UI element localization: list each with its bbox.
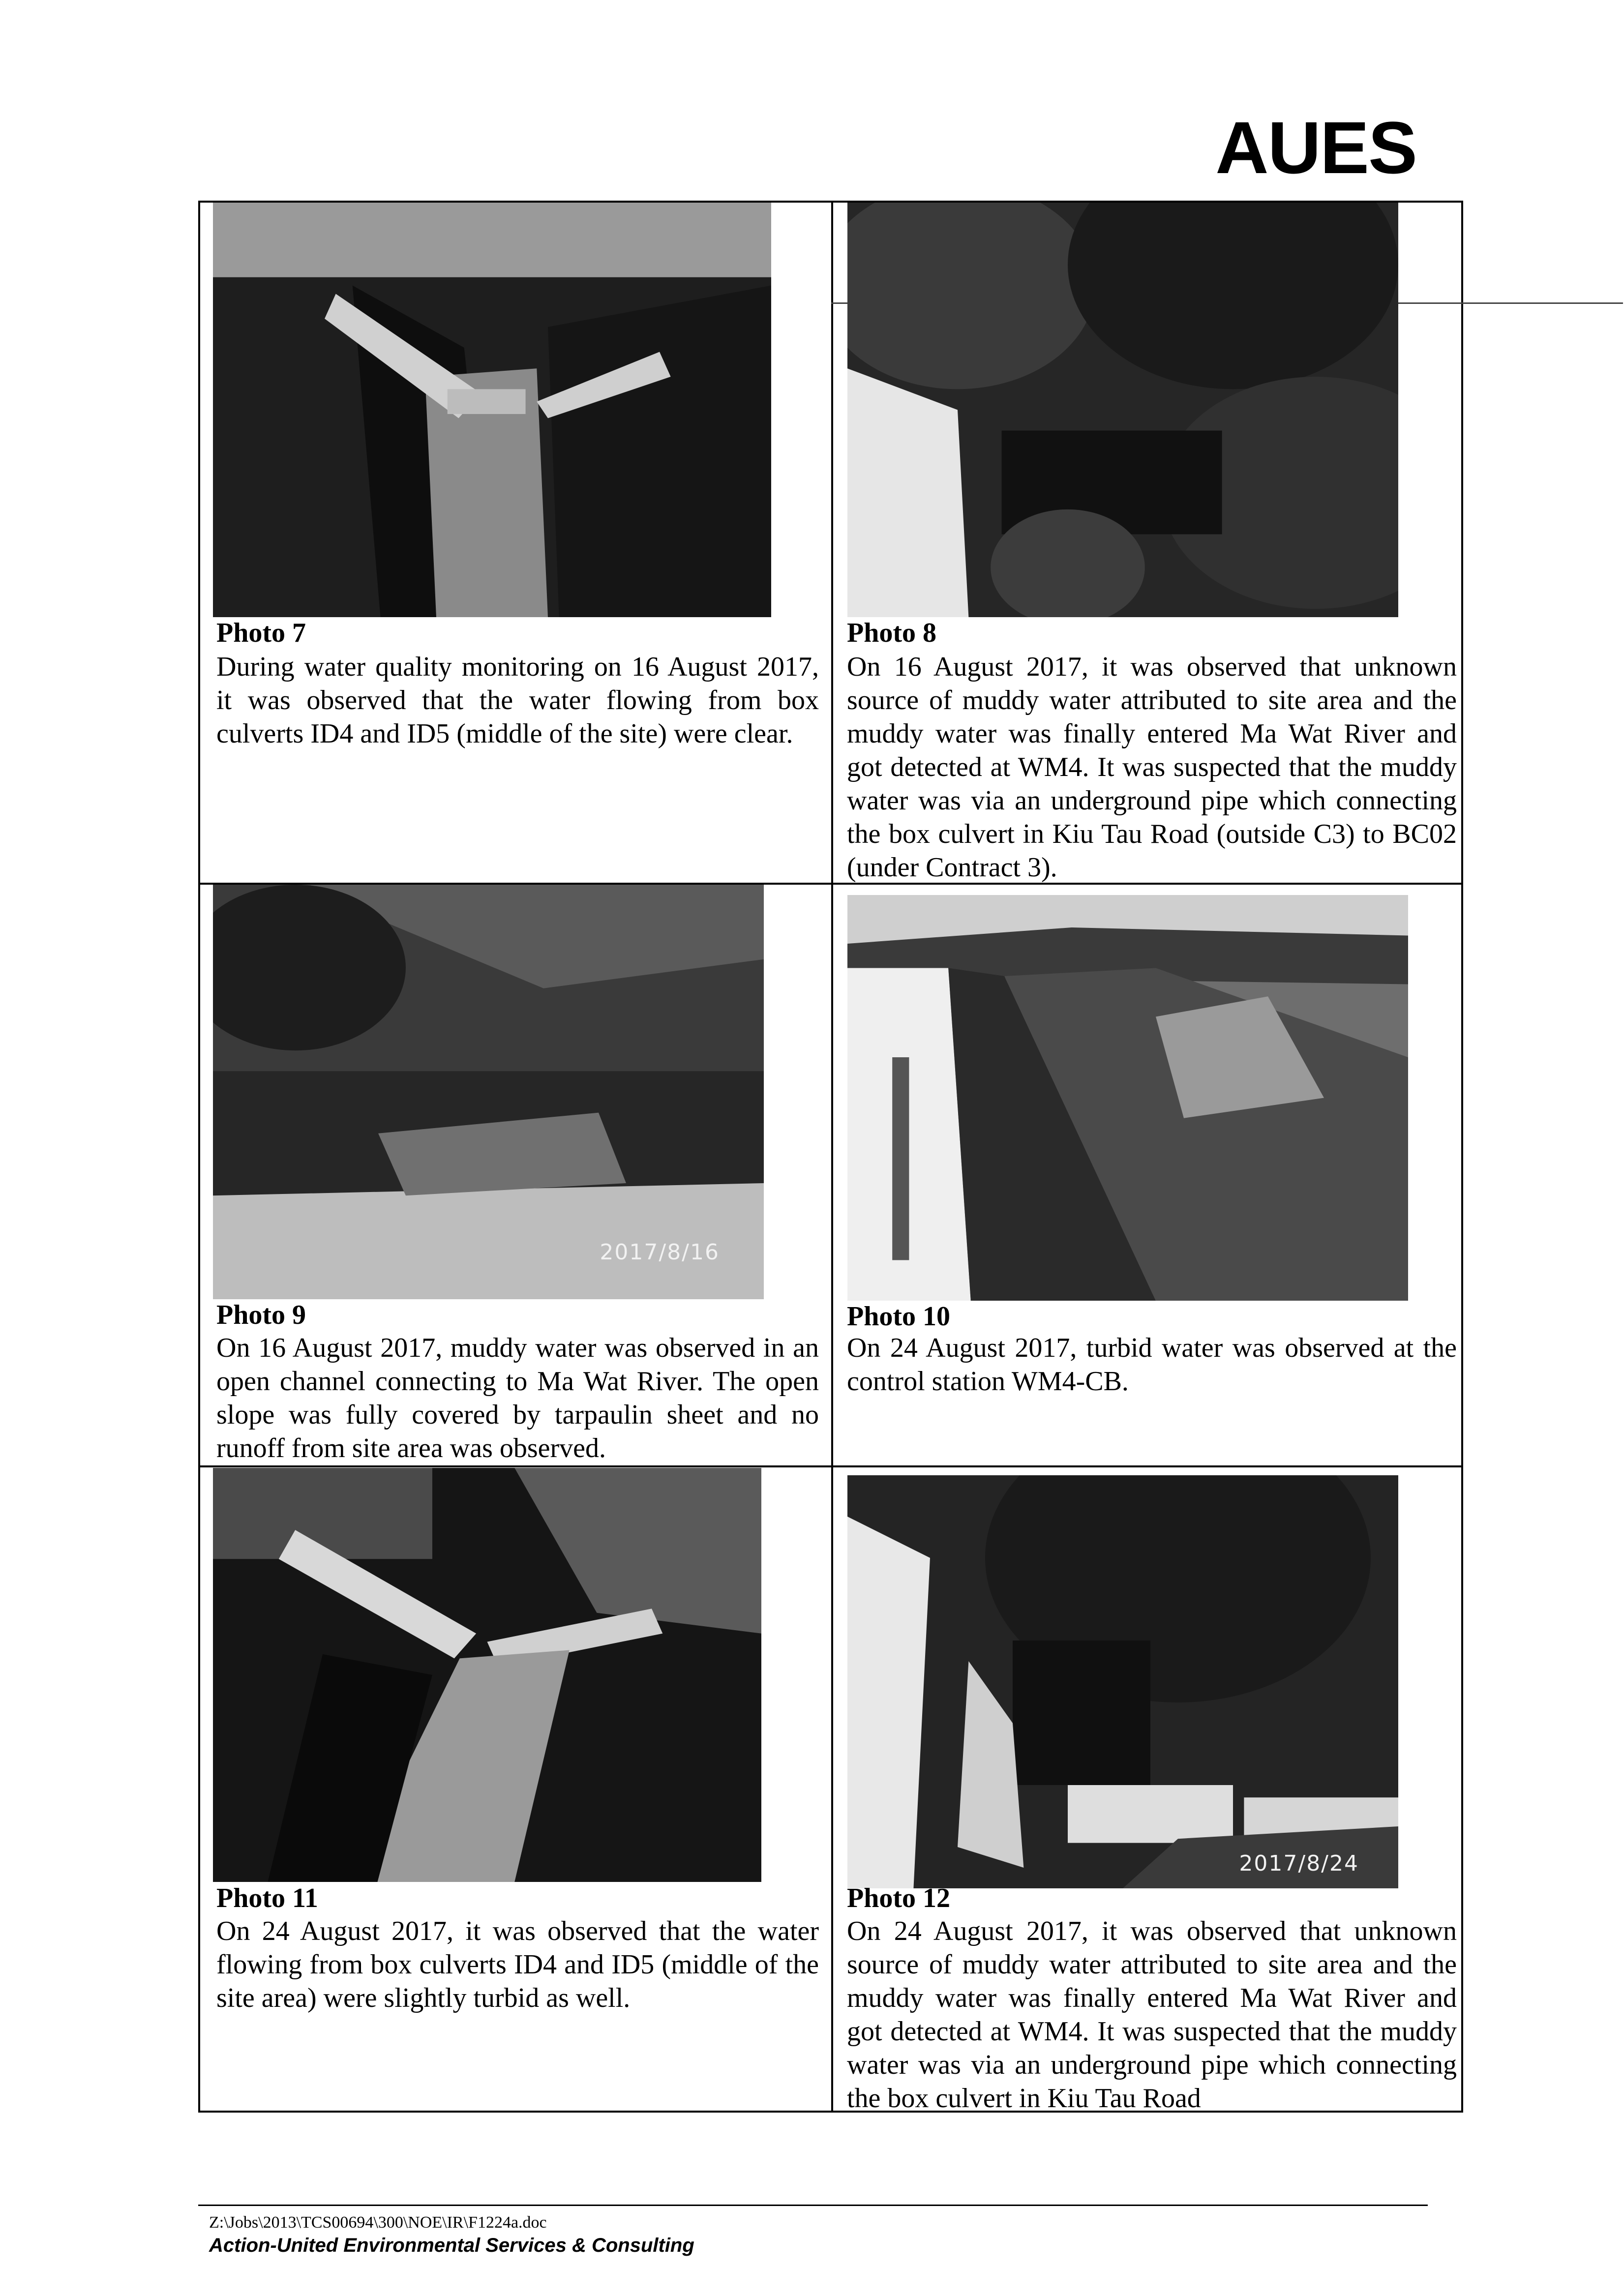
photo-9-title: Photo 9 <box>216 1300 306 1330</box>
photo-9-caption: On 16 August 2017, muddy water was observed in an open channel connecting to Ma Wat River. The open slope was fully covered by tarpaulin sheet and no runoff from site area was observed. <box>216 1333 819 1463</box>
table-column-divider <box>831 201 833 2113</box>
company-logo: AUES <box>1215 106 1416 189</box>
photo-8-caption: On 16 August 2017, it was observed that unknown source of muddy water attributed to site area and the muddy water was finally entered Ma Wat River and got detected at WM4. It was suspected that the muddy water was via an underground pipe which connecting the box culvert in Kiu Tau Road (outside C3) to BC02 (under Contract 3). <box>847 652 1457 883</box>
photo-9-image <box>213 885 764 1299</box>
photo-10-image <box>847 895 1408 1301</box>
photo-12-caption: On 24 August 2017, it was observed that unknown source of muddy water attributed to site area and the muddy water was finally entered Ma Wat River and got detected at WM4. It was suspected that the muddy water was via an underground pipe which connecting the box culvert in Kiu Tau Road <box>847 1916 1457 2114</box>
photo-10-title: Photo 10 <box>847 1301 950 1332</box>
footer-company-name: Action-United Environmental Services & Consulting <box>209 2235 694 2256</box>
photo-11-title: Photo 11 <box>216 1883 318 1913</box>
photo-8-image <box>847 203 1398 617</box>
photo-9-date-stamp: 2017/8/16 <box>600 1240 720 1265</box>
photo-11-caption: On 24 August 2017, it was observed that the water flowing from box culverts ID4 and ID5 (middle of the site area) were slightly turbid as well. <box>216 1916 819 2013</box>
photo-7-caption: During water quality monitoring on 16 August 2017, it was observed that the water flowing from box culverts ID4 and ID5 (middle of the site) were clear. <box>216 652 819 749</box>
photo-7-image <box>213 203 771 617</box>
photo-11-image <box>213 1468 761 1882</box>
photo-8-title: Photo 8 <box>847 618 936 648</box>
table-row-divider <box>198 1465 1463 1467</box>
photo-12-date-stamp: 2017/8/24 <box>1239 1851 1359 1876</box>
photo-12-image <box>847 1475 1398 1888</box>
photo-12-title: Photo 12 <box>847 1883 950 1913</box>
photo-7-title: Photo 7 <box>216 618 306 648</box>
footer-file-path: Z:\Jobs\2013\TCS00694\300\NOE\IR\F1224a.doc <box>209 2213 547 2232</box>
footer-rule <box>198 2205 1428 2206</box>
photo-10-caption: On 24 August 2017, turbid water was observed at the control station WM4-CB. <box>847 1333 1457 1397</box>
